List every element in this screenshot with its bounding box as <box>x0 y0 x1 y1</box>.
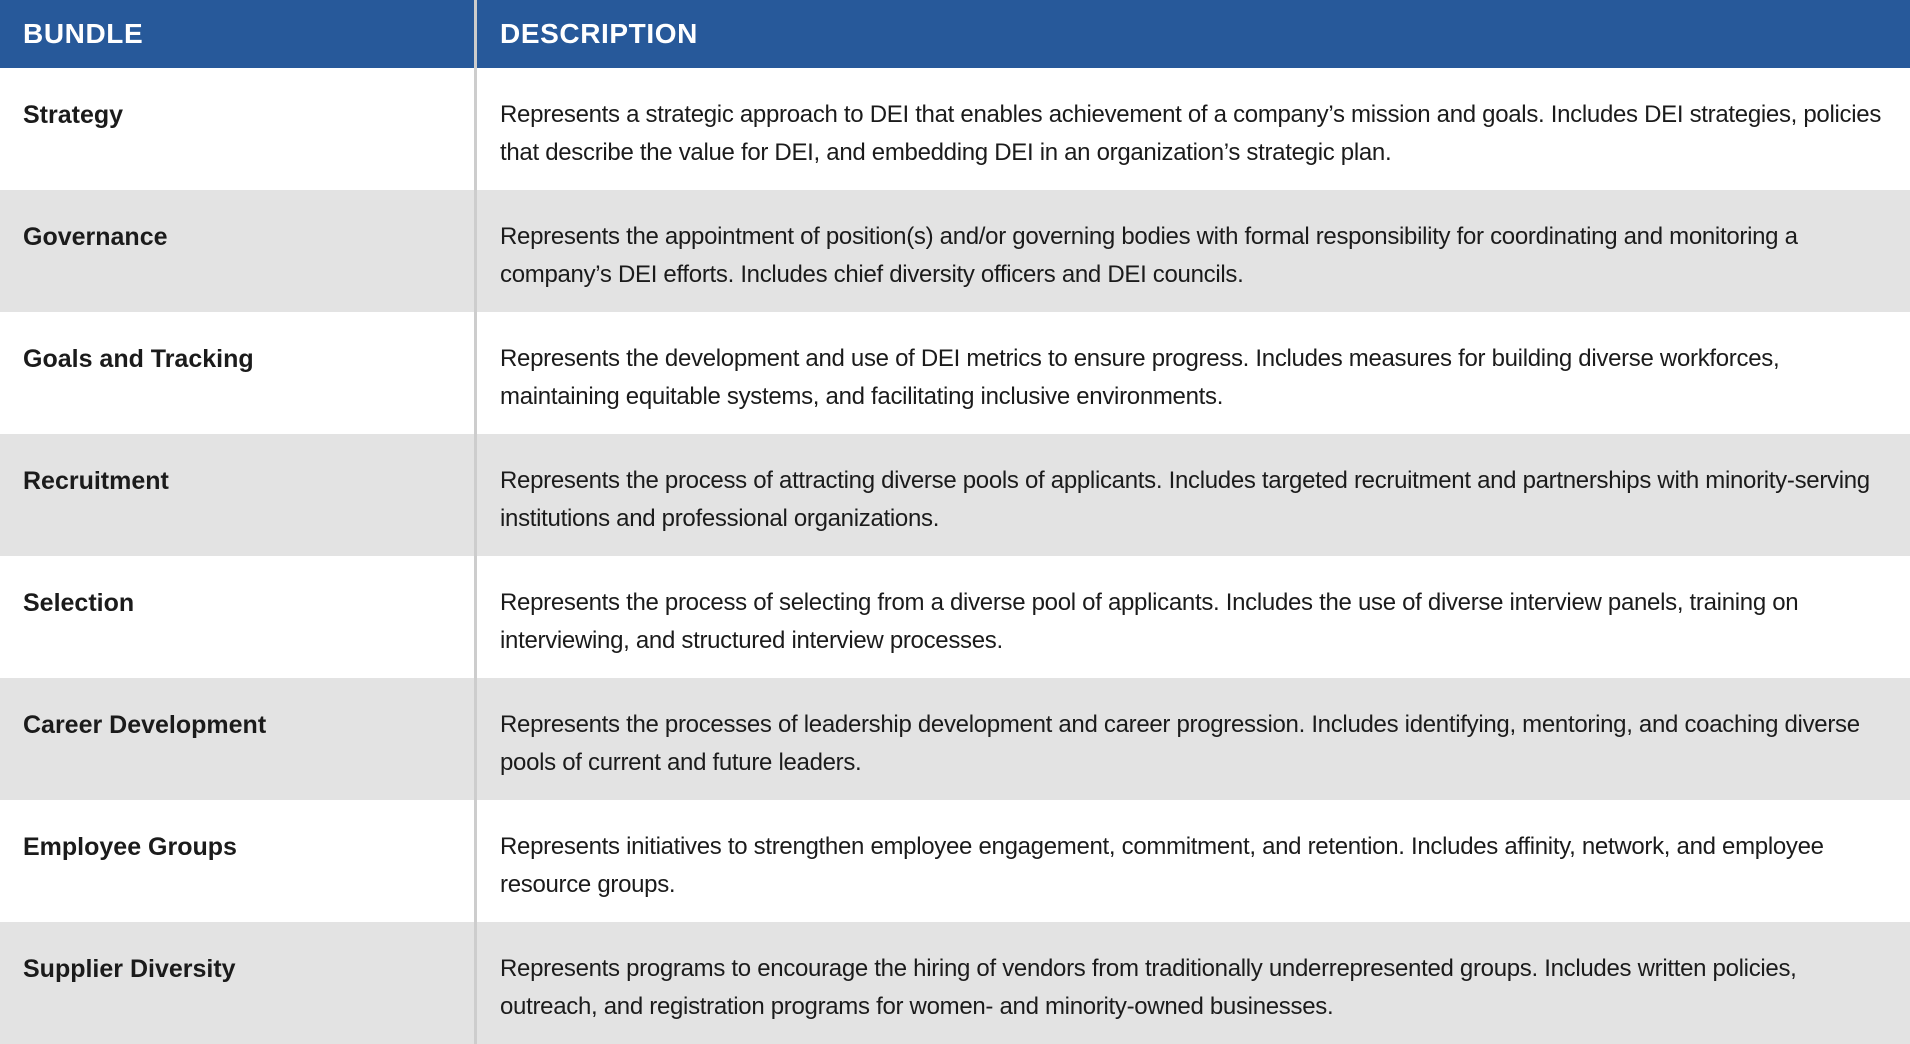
bundle-name: Recruitment <box>0 434 477 556</box>
bundle-description: Represents the process of selecting from a diverse pool of applicants. Includes the use of diverse interview panels, training on interviewing, and structured interview processes. <box>500 589 1799 654</box>
bundle-description: Represents the development and use of DEI metrics to ensure progress. Includes measures for building diverse workforces, maintaining equitable systems, and facilitating inclusive environments. <box>500 345 1780 410</box>
bundle-name: Selection <box>0 556 477 678</box>
bundle-description: Represents the appointment of position(s) and/or governing bodies with formal responsibility for coordinating and monitoring a company’s DEI efforts. Includes chief diversity officers and DEI councils. <box>500 223 1798 288</box>
bundle-name: Supplier Diversity <box>0 922 477 1044</box>
bundle-description: Represents the processes of leadership development and career progression. Includes identifying, mentoring, and coaching diverse pools of current and future leaders. <box>500 711 1860 776</box>
bundle-description: Represents a strategic approach to DEI that enables achievement of a company’s mission and goals. Includes DEI strategies, policies that describe the value for DEI, and embedding DEI in an organization’s strategic plan. <box>500 101 1882 166</box>
bundle-description: Represents programs to encourage the hiring of vendors from traditionally underrepresented groups. Includes written policies, outreach, and registration programs for women- and minority-owned businesses. <box>500 955 1797 1020</box>
bundle-description: Represents initiatives to strengthen employee engagement, commitment, and retention. Includes affinity, network, and employee resource groups. <box>500 833 1824 898</box>
table-header-row <box>0 0 1910 68</box>
table-row-strategy <box>0 68 1910 190</box>
bundle-name: Goals and Tracking <box>0 312 477 434</box>
bundle-name: Governance <box>0 190 477 312</box>
table-row-governance <box>0 190 1910 312</box>
table-row-goals-and-tracking <box>0 312 1910 434</box>
table-row-recruitment <box>0 434 1910 556</box>
column-header-description: DESCRIPTION <box>500 18 698 49</box>
table-row-selection <box>0 556 1910 678</box>
bundle-name: Strategy <box>0 68 477 190</box>
bundle-description: Represents the process of attracting diverse pools of applicants. Includes targeted recruitment and partnerships with minority-serving institutions and professional organizations. <box>500 467 1870 532</box>
table-row-career-development <box>0 678 1910 800</box>
bundle-name: Employee Groups <box>0 800 477 922</box>
bundle-name: Career Development <box>0 678 477 800</box>
table-row-supplier-diversity <box>0 922 1910 1044</box>
column-header-bundle: BUNDLE <box>0 0 477 68</box>
table-row-employee-groups <box>0 800 1910 922</box>
